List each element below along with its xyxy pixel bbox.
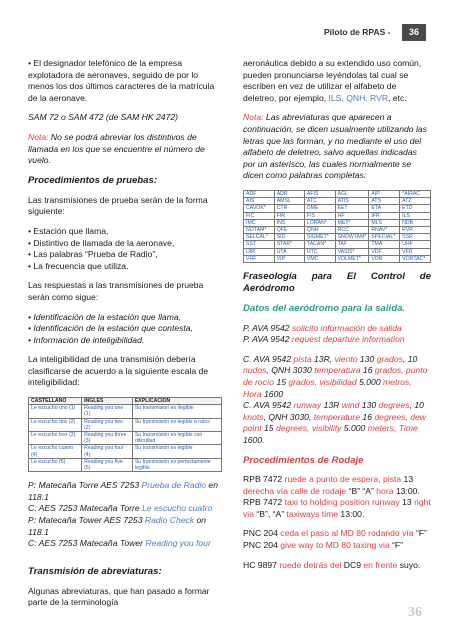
table-cell: Su transmisión es legible a ratos: [132, 418, 221, 431]
table-cell: Le escucho tres (3): [29, 432, 82, 445]
text: , etc.: [388, 92, 407, 103]
table-row: [244, 219, 431, 226]
text: , QNH 3030,: [263, 411, 314, 422]
phrase: pista: [293, 353, 312, 364]
phrase: grados, punto de rocío: [243, 365, 428, 387]
table-cell: Su transmisión es perfectamente legible: [132, 458, 221, 471]
table-row: [244, 241, 431, 248]
text: PNC 204: [243, 540, 281, 551]
text: 130: [359, 400, 379, 411]
text: “F”: [413, 528, 427, 539]
table-cell: Le escucho uno (1): [29, 405, 82, 418]
table-row: [29, 432, 222, 445]
page-number-badge: 36: [402, 24, 426, 41]
table-row: [244, 190, 431, 197]
table-cell: TACAN*: [304, 241, 335, 248]
table-cell: RVR: [400, 226, 431, 233]
table-row: [244, 255, 431, 262]
table-cell: FIC: [244, 212, 275, 219]
heading-pruebas: Procedimientos de pruebas:: [28, 174, 158, 186]
table-row: [244, 198, 431, 205]
phrase: ruede detrás del: [279, 559, 342, 570]
table-cell: ATIS: [335, 198, 369, 205]
text: 13R,: [311, 353, 335, 364]
text: RPB 7472: [243, 497, 285, 508]
phrase: right via: [243, 497, 431, 519]
text: 15: [261, 423, 276, 434]
table-cell: AGL: [335, 190, 369, 197]
table-row: [244, 226, 431, 233]
example-text: C: AES 7253 Matecaña Torre: [28, 503, 143, 514]
phrase: en frente: [363, 559, 398, 570]
phrase: grados, visibilidad: [288, 376, 357, 387]
phrase: degrees: [378, 400, 410, 411]
table-cell: ADR: [274, 190, 304, 197]
text: DC9: [341, 559, 364, 570]
table-cell: LORAN*: [304, 219, 335, 226]
table-cell: INS: [274, 219, 304, 226]
paragraph: Las transmisiones de prueba serán de la forma siguiente:: [28, 194, 208, 217]
text: C. AVA 9542: [243, 353, 294, 364]
paragraph: Las respuestas a las transmisiones de prueba serán como sigue:: [28, 280, 204, 302]
heading-rodaje: Procedimientos de Rodaje: [243, 454, 364, 466]
table-cell: Le escucho dos (2): [29, 418, 82, 431]
table-cell: MET*: [335, 219, 369, 226]
heading-fraseologia: Fraseología para El Control de Aeródromo: [243, 270, 431, 294]
table-cell: NDB: [400, 219, 431, 226]
table-cell: AMSL: [274, 198, 304, 205]
text: RPB 7472: [243, 474, 285, 485]
list-item: • Identificación de la estación que contesta,: [28, 323, 222, 335]
departure-info-example: [243, 354, 431, 447]
list-pruebas: [28, 226, 222, 272]
table-cell: ADF: [244, 190, 275, 197]
phrase: solicito información de salida: [291, 322, 402, 333]
phrase: meters, Time: [367, 423, 418, 434]
table-cell: VFR: [400, 248, 431, 255]
table-cell: Reading you two (2): [82, 418, 133, 431]
note-label: Nota:: [28, 131, 49, 142]
text: , 10: [402, 353, 418, 364]
phrase: metros, Hora: [243, 376, 412, 399]
abbr-examples: ILS, QNH, RVR: [328, 92, 389, 103]
table-cell: Su transmisión es legible con dificultad: [132, 432, 221, 445]
text: , 10: [409, 400, 424, 411]
table-cell: STAR*: [274, 241, 304, 248]
phrase: ruede a punto de espera, pista: [284, 474, 402, 485]
list-respuestas: [28, 312, 222, 347]
example-highlight: Reading you four: [145, 538, 211, 549]
table-cell: FIS: [304, 212, 335, 219]
table-cell: ETD: [400, 205, 431, 212]
heading-abreviaturas: Transmisión de abreviaturas:: [28, 565, 162, 577]
table-cell: SID: [274, 234, 304, 241]
phrase: request departure information: [291, 334, 405, 345]
table-cell: UTA: [274, 248, 304, 255]
text: “F”: [389, 540, 404, 551]
table-header-row: [29, 398, 222, 405]
phrase: knots: [243, 411, 264, 422]
table-cell: VIP: [274, 255, 304, 262]
phrase: nudos: [243, 365, 267, 376]
table-cell: ETA: [369, 205, 400, 212]
table-cell: *AIRAC: [400, 190, 431, 197]
table-cell: SPECIAL*: [369, 234, 400, 241]
text: 13: [401, 474, 414, 485]
phrase: temperature: [313, 411, 361, 422]
paragraph: Algunas abreviaturas, que han pasado a formar parte de la terminología: [28, 585, 210, 608]
text: P. AVA 9542: [243, 334, 292, 345]
example-highlight: Radio Check: [144, 515, 195, 526]
table-cell: Reading you three (3): [82, 432, 133, 445]
text: 16: [360, 365, 375, 376]
departure-info-examples: [243, 323, 431, 346]
text: aeronáutica debido a su extendido uso común, pueden pronunciarse leyéndolas tal cual se escriben en vez de utilizar el alfabeto de deletreo, por ejemplo,: [243, 58, 422, 103]
text: P. AVA 9542: [243, 322, 292, 333]
phrase: grados: [376, 353, 403, 364]
table-row: [29, 458, 222, 471]
table-row: [29, 445, 222, 458]
phrase: degrees, visibility: [275, 423, 342, 434]
list-item: • Información de inteligibilidad.: [28, 335, 222, 347]
table-cell: CAVOK*: [244, 205, 275, 212]
table-cell: ATS: [369, 198, 400, 205]
text: 5.000: [341, 423, 368, 434]
paragraph: • El designador telefónico de la empresa explotadora de aeronaves, seguido de por lo menos los dos últimos caracteres de la matrícula de la aeronave.: [28, 58, 215, 103]
text: 5.000: [356, 376, 383, 387]
text: 13:00.: [338, 508, 365, 519]
table-cell: SIGMET*: [304, 234, 335, 241]
text: suyo.: [397, 559, 421, 570]
table-cell: AIS: [244, 198, 275, 205]
table-row: [29, 405, 222, 418]
note: [243, 112, 431, 182]
table-cell: MLS: [369, 219, 400, 226]
example-highlight: Prueba de Radio: [141, 480, 207, 491]
right-column: [243, 58, 431, 579]
example-text: P: Matecaña Torre AES 7253: [28, 480, 142, 491]
table-cell: UIR: [244, 248, 275, 255]
table-cell: QFE: [274, 226, 304, 233]
table-row: [244, 212, 431, 219]
phrase: taxi to holding position runway: [284, 497, 400, 508]
text: “B” “A”: [346, 485, 377, 496]
example-highlight: Le escucho cuatro: [142, 503, 213, 514]
table-row: [29, 418, 222, 431]
phrase: taxiways time: [286, 508, 339, 519]
example-callsign: SAM 72 o SAM 472 (de SAM HK 2472): [28, 112, 178, 123]
phrase: give way to MD 80 taxing via: [280, 540, 390, 551]
table-cell: FIR: [274, 212, 304, 219]
table-cell: DME: [304, 205, 335, 212]
example-text: P: Matecaña Tower AES 7253: [28, 515, 145, 526]
list-item: • Las palabras “Prueba de Radio”,: [28, 249, 222, 261]
phrase: viento: [334, 353, 358, 364]
table-cell: QNH: [304, 226, 335, 233]
phrase: temperatura: [314, 365, 361, 376]
left-column: [28, 58, 222, 617]
table-cell: ATC: [304, 198, 335, 205]
table-row: [244, 248, 431, 255]
table-cell: EET: [335, 205, 369, 212]
text: 13R: [321, 400, 342, 411]
text: 13:00.: [393, 485, 420, 496]
list-item: • Distintivo de llamada de la aeronave,: [28, 238, 222, 250]
text: 130: [357, 353, 377, 364]
paragraph: La inteligibilidad de una transmisión debería clasificarse de acuerdo a la siguiente escala de inteligibilidad:: [28, 354, 209, 388]
table-cell: SST: [244, 241, 275, 248]
table-cell: SSR: [400, 234, 431, 241]
table-cell: TMA: [369, 241, 400, 248]
text: 1600: [261, 388, 284, 399]
example-text: C: AES 7253 Matecaña Tower: [28, 538, 146, 549]
table-cell: SNOWTAM*: [335, 234, 369, 241]
taxi-examples: [243, 474, 431, 520]
table-cell: VHF: [244, 255, 275, 262]
table-cell: VASIS*: [335, 248, 369, 255]
header-title: Piloto de RPAS -: [324, 27, 391, 37]
table-header: CASTELLANO: [29, 398, 82, 405]
table-cell: SELCAL*: [244, 234, 275, 241]
note: [28, 132, 222, 167]
paragraph: [243, 58, 431, 104]
taxi-example: [243, 560, 431, 572]
table-cell: HF: [335, 212, 369, 219]
table-cell: TAF: [335, 241, 369, 248]
list-item: • Identificación de la estación que llama,: [28, 312, 222, 324]
table-cell: VDF: [369, 248, 400, 255]
text: , QNH 3030: [266, 365, 315, 376]
text: 16: [360, 411, 375, 422]
phrase: degrees, dew point: [243, 411, 426, 434]
phrase: hora: [376, 485, 394, 496]
text: HC 9897: [243, 559, 280, 570]
abbreviations-table: [243, 190, 431, 263]
table-cell: Reading you one (1): [82, 405, 133, 418]
table-cell: Le escucho cuatro (4): [29, 445, 82, 458]
table-cell: VMC: [304, 255, 335, 262]
example-text: en 118.1: [28, 480, 218, 502]
note-text: Las abreviaturas que aparecen a continuación, se dicen usualmente utilizando las letras que las forman, y no mediante el uso del alfabeto de deletreo, salvo aquellas indicadas por un asterisco, las cuales normalmente se dicen como palabras completas:: [243, 112, 427, 181]
text: 13: [399, 497, 415, 508]
table-cell: VOR: [369, 255, 400, 262]
page-number-watermark: 36: [408, 605, 422, 620]
phrase: ceda el paso al MD 80 rodando vía: [280, 528, 414, 539]
text: PNC 204: [243, 528, 281, 539]
phrase: wind: [341, 400, 360, 411]
table-cell: Reading you four (4): [82, 445, 133, 458]
table-header: EXPLICACION: [132, 398, 221, 405]
intelligibility-scale-table: [28, 397, 222, 472]
table-row: [244, 205, 431, 212]
table-cell: ILS: [400, 212, 431, 219]
table-header: INGLES: [82, 398, 133, 405]
table-cell: RCC: [335, 226, 369, 233]
taxi-examples: [243, 528, 431, 551]
table-cell: AIP: [369, 190, 400, 197]
table-cell: Su transmisión es ilegible: [132, 405, 221, 418]
heading-salida: Datos del aeródromo para la salida.: [243, 302, 406, 314]
table-cell: RNAV*: [369, 226, 400, 233]
text: “B”, “A”: [254, 508, 287, 519]
table-cell: NOTAM*: [244, 226, 275, 233]
table-cell: IMC: [244, 219, 275, 226]
note-label: Nota:: [243, 112, 264, 123]
list-item: • La frecuencia que utiliza.: [28, 261, 222, 273]
table-cell: Le escucho (5): [29, 458, 82, 471]
text: 15: [274, 376, 289, 387]
table-row: [244, 234, 431, 241]
list-item: • Estación que llama,: [28, 226, 222, 238]
table-cell: VOLMET*: [335, 255, 369, 262]
phrase: derecha vía calle de rodaje: [243, 485, 347, 496]
phrase: runway: [293, 400, 322, 411]
table-cell: Reading you five (5): [82, 458, 133, 471]
table-cell: CTR: [274, 205, 304, 212]
note-text: No se podrá abreviar los distintivos de llamada en los que se encuentre el número de vuelo.: [28, 131, 205, 166]
example-text: on 118.1: [28, 515, 207, 537]
table-cell: Su transmisión es legible: [132, 445, 221, 458]
table-cell: IFR: [369, 212, 400, 219]
table-cell: UTC: [304, 248, 335, 255]
table-cell: VORTAC*: [400, 255, 431, 262]
table-cell: AFIS: [304, 190, 335, 197]
text: C. AVA 9542: [243, 400, 294, 411]
radio-check-examples: [28, 480, 222, 550]
table-cell: ATZ: [400, 198, 431, 205]
text: 1600.: [243, 434, 265, 445]
table-cell: UHF: [400, 241, 431, 248]
